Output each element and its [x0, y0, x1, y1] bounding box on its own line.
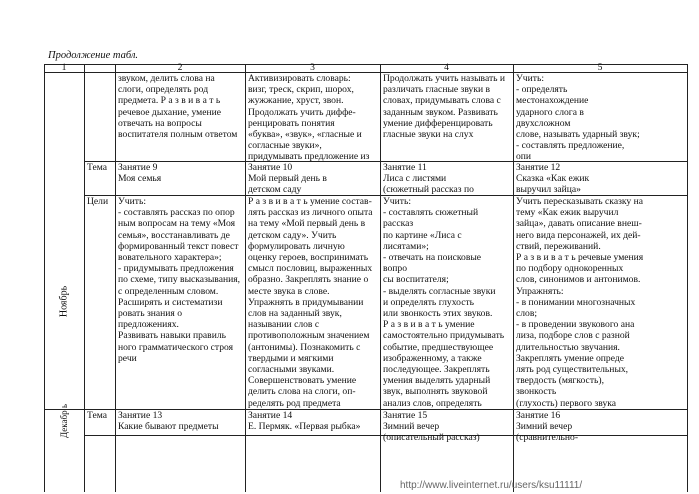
lesson-16: Занятие 16 Зимний вечер (сравнительно-: [516, 410, 579, 444]
row-label-tema: Тема: [87, 162, 108, 173]
col-number-1: 1: [61, 62, 67, 73]
lesson-9: Занятие 9 Моя семья: [118, 162, 162, 185]
top-row-cell-5: Учить: - определять местонахождение ударного слога в двухсложном слове, называть ударный звук; - составлять предложение, опи: [516, 73, 640, 161]
row-label-tseli: Цели: [87, 196, 109, 207]
col-number-5: 5: [597, 62, 603, 73]
col-number-2: 2: [177, 62, 183, 73]
col-number-4: 4: [444, 62, 449, 73]
lesson-12: Занятие 12 Сказка «Как ежик выручил зайца»: [516, 162, 590, 195]
col-number-3: 3: [310, 62, 315, 73]
lesson-11: Занятие 11 Лиса с листями (сюжетный рассказ по: [383, 162, 474, 195]
top-row-cell-4: Продолжать учить называть и различать гласные звуки в словах, придумывать слова с заданным звуком. Развивать умение дифференцировать гласные звуки на слух: [383, 73, 506, 141]
table-caption: Продолжение табл.: [48, 50, 139, 61]
lesson-15: Занятие 15 Зимний вечер (описательный рассказ): [383, 410, 480, 444]
goals-lesson-12: Учить пересказывать сказку на тему «Как ежик выручил зайца», давать описание внеш- него вида персонажей, их дей- ствий, переживаний. Р а з в и в а т ь речевые умения по подбору однокоренных слов, синонимов и антонимов. Упражнять: - в понимании многозначных слов; - в проведении звукового ана лиза, подборе слов с разной длительностью звучания. Закреплять умение опреде лять род существительных, твердость (мягкость), звонкость (глухость) первого звука: [516, 196, 644, 409]
month-november: Ноябрь: [58, 285, 70, 318]
lesson-13: Занятие 13 Какие бывают предметы: [118, 410, 219, 433]
top-row-cell-3: Активизировать словарь: визг, треск, скрип, шорох, жужжание, хруст, звон. Продолжать учить диффе- ренцировать понятия «буква», «звук», «гласные и согласные звуки», придумывать предложение из: [248, 73, 370, 161]
goals-lesson-11: Учить: - составлять сюжетный рассказ по картине «Лиса с лисятами»; - отвечать на поисковые вопро сы воспитателя; - выделять согласные звуки и определять глухость или звонкость этих звуков. Р а з в и в а т ь умение самостоятельно придумывать событие, предшествующее изображенному, а также последующее. Закреплять умения выделять ударный звук, выполнять звуковой анализ слов, определять: [383, 196, 505, 409]
top-row-cell-2: звуком, делить слова на слоги, определять род предмета. Р а з в и в а т ь речевое дыхание, умение отвечать на вопросы воспитателя полным ответом: [118, 73, 238, 141]
goals-lesson-9: Учить: - составлять рассказ по опор ным вопросам на тему «Моя семья», восстанавливать де формированный текст повест вовательного характера»; - придумывать предложения по схеме, типу высказывания, с определенным словом. Расширять и систематизи ровать знания о предложениях. Развивать навыки правиль ного грамматического строя речи: [118, 196, 241, 364]
lesson-table: [44, 64, 688, 492]
lesson-14: Занятие 14 Е. Пермяк. «Первая рыбка»: [248, 410, 361, 433]
month-december: Декабр ь: [59, 404, 69, 438]
goals-lesson-10: Р а з в и в а т ь умение состав- лять рассказ из личного опыта на тему «Мой первый день в детском саду». Учить формулировать личную оценку героев, воспринимать смысл пословиц, выраженных образно. Закреплять знание о месте звука в слове. Упражнять в придумывании слов на заданный звук, назывании слов с противоположным значением (антонимы). Познакомить с твердыми и мягкими согласными звуками. Совершенствовать умение делить слова на слоги, оп- ределять род предмета: [248, 196, 373, 409]
row-label-tema-2: Тема: [87, 410, 108, 421]
lesson-10: Занятие 10 Мой первый день в детском саду: [248, 162, 327, 195]
source-watermark-url: http://www.liveinternet.ru/users/ksu11111/: [400, 480, 583, 491]
